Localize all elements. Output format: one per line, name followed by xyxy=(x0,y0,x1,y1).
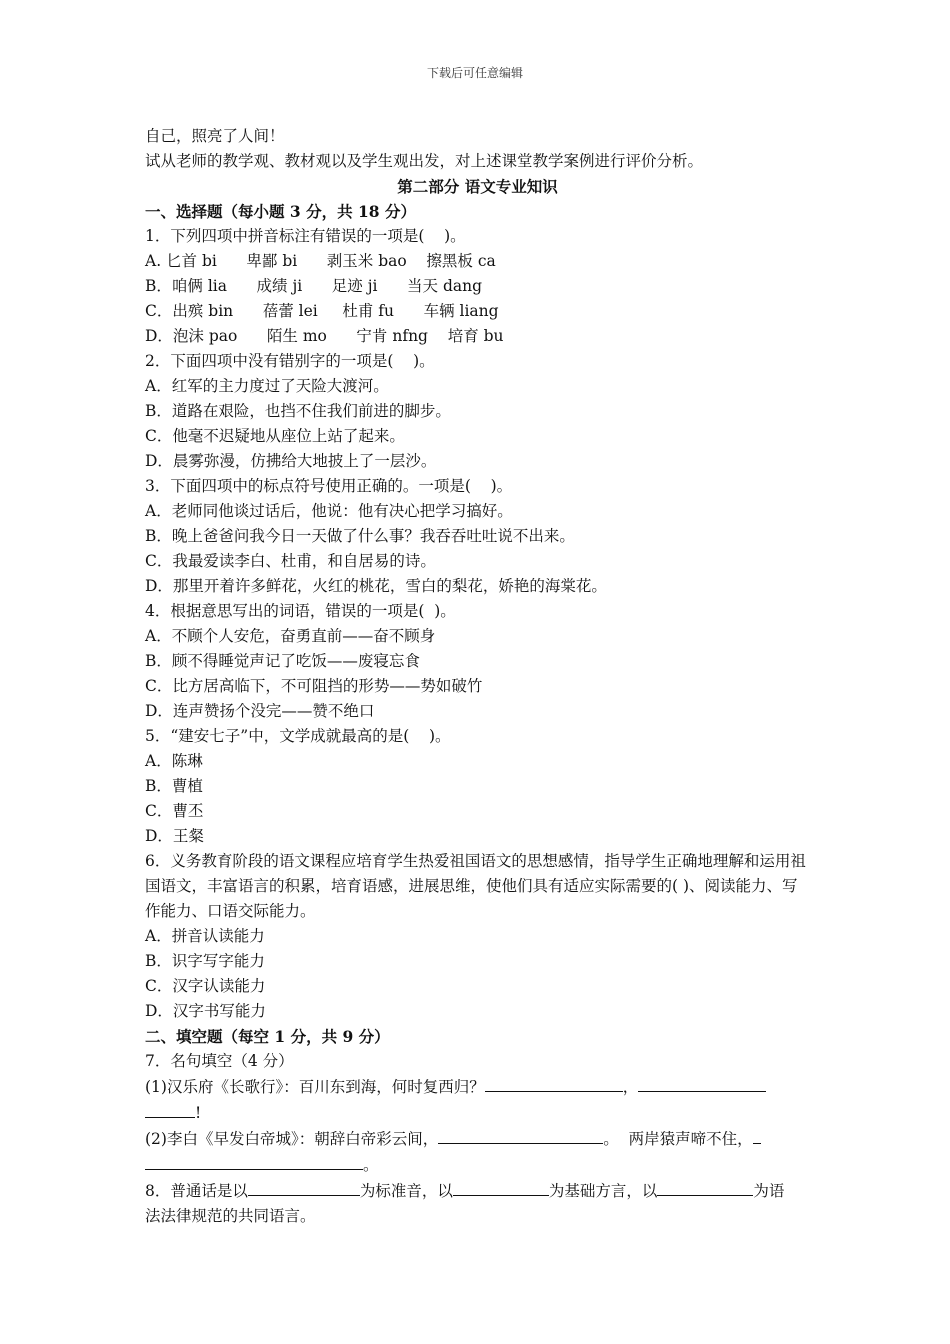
question-8-part-2: 为标准音，以 xyxy=(359,1182,453,1200)
section-two-title: 二、填空题（每空 1 分，共 9 分） xyxy=(145,1027,390,1046)
question-5-option-a: A．陈琳 xyxy=(145,752,203,770)
part-two-title: 第二部分 语文专业知识 xyxy=(397,177,558,196)
question-1-option-a: A. 匕首 bi 卑鄙 bi 剥玉米 bao 擦黑板 ca xyxy=(145,252,496,270)
intro-line-1: 自己，照亮了人间！ xyxy=(145,127,285,145)
question-7-item-1-continued xyxy=(145,1100,810,1126)
question-4-option-d: D．连声赞扬个没完——赞不绝口 xyxy=(145,702,375,720)
intro-line-2: 试从老师的教学观、教材观以及学生观出发，对上述课堂教学案例进行评价分析。 xyxy=(145,152,704,170)
question-7-item-2-end: 。 xyxy=(363,1156,379,1174)
question-4-option-b: B．顾不得睡觉声记了吃饭——废寝忘食 xyxy=(145,652,420,670)
fill-blank[interactable] xyxy=(145,1152,363,1170)
question-7-item-2-text: (2)李白《早发白帝城》：朝辞白帝彩云间， xyxy=(145,1130,439,1148)
question-4-option-a: A．不顾个人安危，奋勇直前——奋不顾身 xyxy=(145,627,436,645)
fill-blank[interactable] xyxy=(657,1178,753,1196)
question-2-option-c: C．他毫不迟疑地从座位上站了起来。 xyxy=(145,427,405,445)
question-7-stem: 7．名句填空（4 分） xyxy=(145,1052,294,1070)
fill-blank[interactable] xyxy=(248,1178,360,1196)
question-7-item-1-text: (1)汉乐府《长歌行》：百川东到海，何时复西归？ xyxy=(145,1078,485,1096)
question-6-option-b: B．识字写字能力 xyxy=(145,952,265,970)
question-1-option-b: B．咱俩 lia 成绩 ji 足迹 ji 当天 dang xyxy=(145,277,483,295)
fill-blank[interactable] xyxy=(438,1126,603,1144)
question-3-option-c: C．我最爱读李白、杜甫，和自居易的诗。 xyxy=(145,552,436,570)
question-7-item-2 xyxy=(145,1126,810,1152)
question-8-line-2: 法法律规范的共同语言。 xyxy=(145,1207,316,1225)
section-one-title: 一、选择题（每小题 3 分，共 18 分） xyxy=(145,202,416,221)
question-5-option-b: B．曹植 xyxy=(145,777,203,795)
document-body xyxy=(145,124,810,1229)
question-7-item-2-middle: 。 两岸猿声啼不住， xyxy=(603,1130,753,1148)
question-7-item-1-separator: ， xyxy=(622,1078,639,1096)
fill-blank[interactable] xyxy=(753,1126,761,1144)
question-8-part-1: 8．普通话是以 xyxy=(145,1182,248,1200)
question-5-option-d: D．王粲 xyxy=(145,827,204,845)
question-2-option-a: A．红军的主力度过了天险大渡河。 xyxy=(145,377,389,395)
question-6-option-c: C．汉字认读能力 xyxy=(145,977,266,995)
fill-blank[interactable] xyxy=(638,1074,766,1092)
question-1-option-d: D．泡沫 pao 陌生 mo 宁肯 nfng 培育 bu xyxy=(145,327,504,345)
question-8-line-1 xyxy=(145,1178,810,1204)
question-6-option-a: A．拼音认读能力 xyxy=(145,927,265,945)
question-2-stem: 2．下面四项中没有错别字的一项是( )。 xyxy=(145,352,435,370)
question-5-stem: 5．“建安七子”中，文学成就最高的是( )。 xyxy=(145,727,451,745)
question-3-option-b: B．晚上爸爸问我今日一天做了什么事？我吞吞吐吐说不出来。 xyxy=(145,527,575,545)
fill-blank[interactable] xyxy=(485,1074,623,1092)
question-3-option-d: D．那里开着许多鲜花，火红的桃花，雪白的梨花，娇艳的海棠花。 xyxy=(145,577,607,595)
fill-blank[interactable] xyxy=(145,1100,195,1118)
question-8-part-3: 为基础方言，以 xyxy=(548,1182,658,1200)
question-5-option-c: C．曹丕 xyxy=(145,802,204,820)
question-4-stem: 4．根据意思写出的词语，错误的一项是( )。 xyxy=(145,602,456,620)
question-8-part-4: 为语 xyxy=(753,1182,785,1200)
question-3-option-a: A．老师同他谈过话后，他说：他有决心把学习搞好。 xyxy=(145,502,513,520)
question-6-option-d: D．汉字书写能力 xyxy=(145,1002,266,1020)
question-1-stem: 1．下列四项中拼音标注有错误的一项是( )。 xyxy=(145,227,466,245)
question-7-item-2-continued xyxy=(145,1152,810,1178)
page-header: 下载后可任意编辑 xyxy=(426,66,523,80)
question-7-item-1 xyxy=(145,1074,810,1100)
question-3-stem: 3．下面四项中的标点符号使用正确的。一项是( )。 xyxy=(145,477,513,495)
question-2-option-b: B．道路在艰险，也挡不住我们前进的脚步。 xyxy=(145,402,451,420)
question-1-option-c: C．出殡 bin 蓓蕾 lei 杜甫 fu 车辆 liang xyxy=(145,302,499,320)
question-6-stem: 6．义务教育阶段的语文课程应培育学生热爱祖国语文的思想感情，指导学生正确地理解和运用祖国语文，丰富语言的积累，培育语感，进展思维，使他们具有适应实际需要的( )、阅读能力、写作能力、口语交际能力。 xyxy=(145,852,806,920)
question-2-option-d: D．晨雾弥漫，仿拂给大地披上了一层沙。 xyxy=(145,452,437,470)
fill-blank[interactable] xyxy=(453,1178,549,1196)
question-7-item-1-end: ! xyxy=(195,1104,202,1122)
question-4-option-c: C．比方居高临下，不可阻挡的形势——势如破竹 xyxy=(145,677,483,695)
